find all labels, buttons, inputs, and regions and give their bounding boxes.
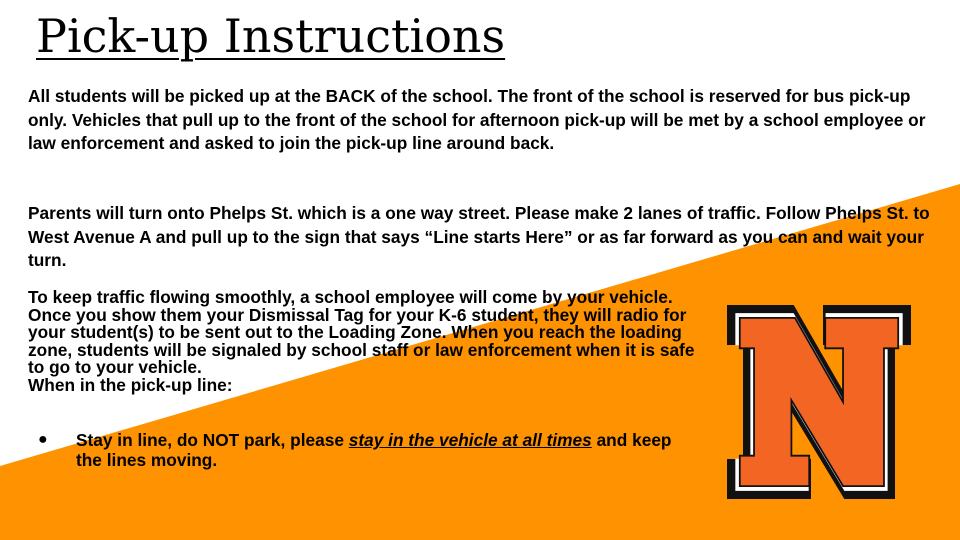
pickup-line-rules-list xyxy=(28,430,688,470)
pickup-line-heading: When in the pick-up line: xyxy=(28,374,233,395)
paragraph-phelps-route: Parents will turn onto Phelps St. which is a one way street. Please make 2 lanes of traffic. Follow Phelps St. to West Avenue A and pull up to the sign that says “Line starts Here” or as far forward as you can and wait your turn. xyxy=(28,203,930,270)
list-item xyxy=(28,430,688,470)
bullet-emphasis: stay in the vehicle at all times xyxy=(348,430,592,450)
bullet-icon: ● xyxy=(38,431,48,448)
bullet-text-before: Stay in line, do NOT park, please xyxy=(76,430,349,450)
logo-letter-fill xyxy=(740,318,898,486)
dismissal-process-text: To keep traffic flowing smoothly, a school employee will come by your vehicle. Once you show them your Dismissal Tag for your K-6 student, they will radio for your student(s) to be sent out to the Loading Zone. When you reach the loading zone, students will be signaled by school staff or law enforcement when it is safe to go to your vehicle. xyxy=(28,287,695,377)
bullet-text-after: and keep the lines moving. xyxy=(76,430,672,470)
paragraph-back-pickup: All students will be picked up at the BACK of the school. The front of the school is reserved for bus pick-up only. Vehicles that pull up to the front of the school for afternoon pick-up will be met by a school employee or law enforcement and asked to join the pick-up line around back. xyxy=(28,86,926,153)
school-letter-n-logo xyxy=(726,304,912,500)
paragraph-dismissal-process xyxy=(28,289,708,394)
page-title: Pick-up Instructions xyxy=(36,9,506,63)
